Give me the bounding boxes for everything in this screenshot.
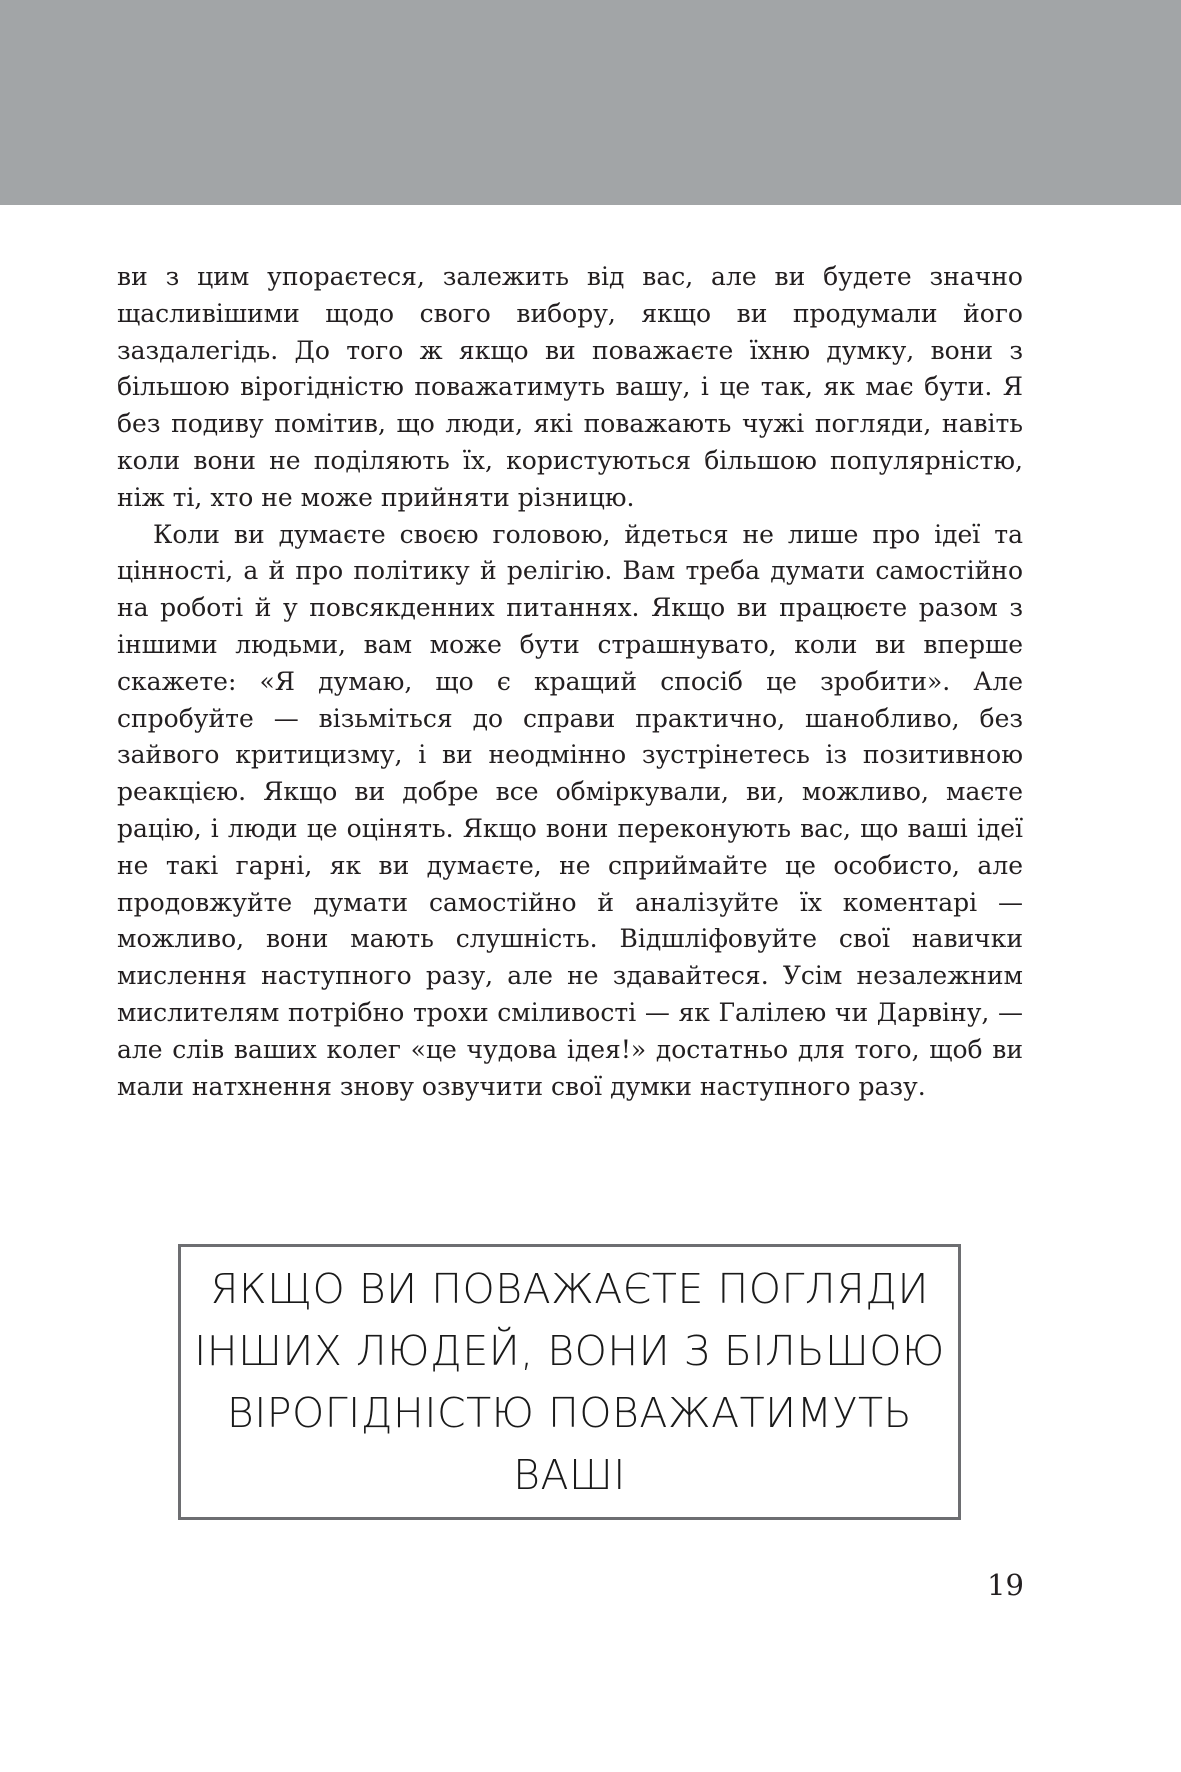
header-band (0, 0, 1181, 205)
page-number: 19 (987, 1568, 1024, 1602)
body-paragraph: ви з цим упораєтеся, залежить від вас, але ви будете значно щасливішими щодо свого вибору, якщо ви продумали його заздалегідь. До того ж якщо ви поважаєте їхню думку, вони з більшою вірогідністю поважатимуть вашу, і це так, як має бути. Я без подиву помітив, що люди, які поважають чужі погляди, навіть коли вони не поділяють їх, користуються більшою популярністю, ніж ті, хто не може прийняти різницю. (117, 262, 1023, 512)
pull-quote-line: ІНШИХ ЛЮДЕЙ, ВОНИ З БІЛЬШОЮ (194, 1327, 945, 1375)
pull-quote-line: ЯКЩО ВИ ПОВАЖАЄТЕ ПОГЛЯДИ (210, 1265, 929, 1313)
pull-quote-text (181, 1258, 958, 1506)
body-paragraph: Коли ви думаєте своєю головою, йдеться не лише про ідеї та цінності, а й про політику й релігію. Вам треба думати самостійно на роботі й у повсякденних питаннях. Якщо ви працюєте разом з іншими людьми, вам може бути страшнувато, коли ви вперше скажете: «Я думаю, що є кращий спосіб це зробити». Але спробуйте — візьміться до справи практично, шанобливо, без зайвого критицизму, і ви неодмінно зустрінетесь із позитивною реакцією. Якщо ви добре все обміркували, ви, можливо, маєте рацію, і люди це оцінять. Якщо вони переконують вас, що ваші ідеї не такі гарні, як ви думаєте, не сприймайте це особисто, але продовжуйте думати самостійно й аналізуйте їх коментарі — можливо, вони мають слушність. Відшліфовуйте свої навички мислення наступного разу, але не здавайтеся. Усім незалежним мислителям потрібно трохи сміливості — як Галілею чи Дарвіну, — але слів ваших колег «це чудова ідея!» достатньо для того, щоб ви мали натхнення знову озвучити свої думки наступного разу. (117, 519, 1023, 1101)
body-text (117, 259, 1023, 1105)
pull-quote-line: ВІРОГІДНІСТЮ ПОВАЖАТИМУТЬ ВАШІ (226, 1389, 913, 1499)
pull-quote-box (178, 1244, 961, 1520)
